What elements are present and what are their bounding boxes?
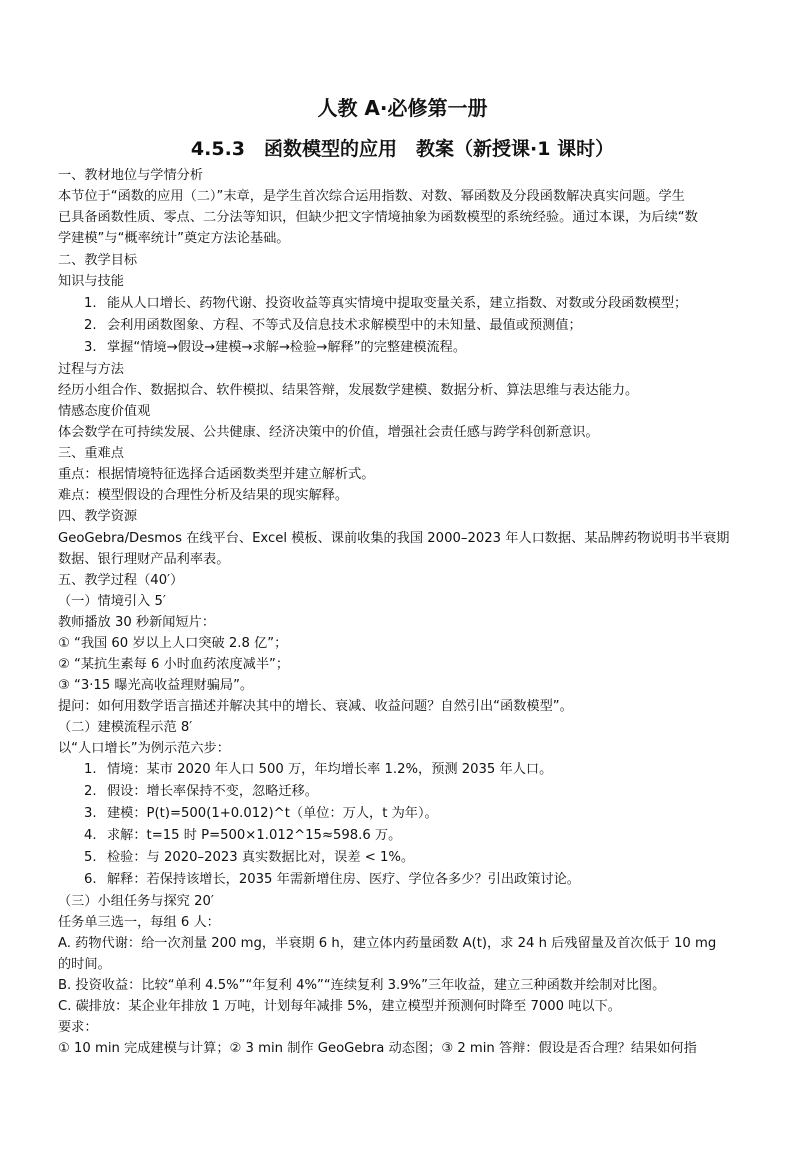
list-number: 1. <box>84 762 97 777</box>
list-number: 3. <box>84 806 97 821</box>
task-item: C. 碳排放：某企业年排放 1 万吨，计划每年减排 5%，建立模型并预测何时降至 7000 吨以下。 <box>58 999 621 1014</box>
subsection-heading: 知识与技能 <box>58 274 124 289</box>
list-number: 2. <box>84 784 97 799</box>
list-number: 6. <box>84 872 97 887</box>
paragraph-line: 提问：如何用数学语言描述并解决其中的增长、衰减、收益问题？自然引出“函数模型”。 <box>58 699 573 714</box>
subsection-heading: （三）小组任务与探究 20′ <box>58 894 214 909</box>
difficult-point: 难点：模型假设的合理性分析及结果的现实解释。 <box>58 488 349 503</box>
section-heading: 三、重难点 <box>58 446 124 461</box>
list-number: 2. <box>84 318 97 333</box>
list-item: 会利用函数图象、方程、不等式及信息技术求解模型中的未知量、最值或预测值； <box>107 318 582 333</box>
paragraph-line: 学建模”与“概率统计”奠定方法论基础。 <box>58 231 290 246</box>
list-item: 解释：若保持该增长，2035 年需新增住房、医疗、学位各多少？引出政策讨论。 <box>107 872 580 887</box>
book-title: 人教 A·必修第一册 <box>317 96 488 120</box>
list-item: 建模：P(t)=500(1+0.012)^t（单位：万人，t 为年）。 <box>107 806 438 821</box>
list-item: 掌握“情境→假设→建模→求解→检验→解释”的完整建模流程。 <box>107 340 467 355</box>
subsection-heading: 情感态度价值观 <box>58 404 151 419</box>
list-number: 1. <box>84 296 97 311</box>
lesson-title: 4.5.3 函数模型的应用 教案（新授课·1 课时） <box>190 138 615 160</box>
paragraph-line: 教师播放 30 秒新闻短片： <box>58 615 216 630</box>
paragraph-line: 本节位于“函数的应用（二）”末章，是学生首次综合运用指数、对数、幂函数及分段函数解决真实问题。学生 <box>58 189 685 204</box>
subsection-heading: 过程与方法 <box>58 362 124 377</box>
requirement-label: 要求： <box>58 1020 98 1035</box>
section-heading: 五、教学过程（40′） <box>58 573 184 588</box>
list-number: 5. <box>84 850 97 865</box>
paragraph-line: 任务单三选一，每组 6 人： <box>58 915 220 930</box>
list-item: 求解：t=15 时 P=500×1.012^15≈598.6 万。 <box>107 828 402 843</box>
news-item: ③ “3·15 曝光高收益理财骗局”。 <box>58 678 254 693</box>
paragraph-line: 数据、银行理财产品利率表。 <box>58 552 230 567</box>
paragraph-line: 体会数学在可持续发展、公共健康、经济决策中的价值，增强社会责任感与跨学科创新意识。 <box>58 425 599 440</box>
task-item: 的时间。 <box>58 957 111 972</box>
section-heading: 二、教学目标 <box>58 253 138 268</box>
list-item: 情境：某市 2020 年人口 500 万，年均增长率 1.2%，预测 2035 年人口。 <box>107 762 553 777</box>
paragraph-line: 以“人口增长”为例示范六步： <box>58 741 230 756</box>
key-point: 重点：根据情境特征选择合适函数类型并建立解析式。 <box>58 467 375 482</box>
list-number: 3. <box>84 340 97 355</box>
requirement-text: ① 10 min 完成建模与计算；② 3 min 制作 GeoGebra 动态图；③ 2 min 答辩：假设是否合理？结果如何指 <box>58 1041 697 1056</box>
paragraph-line: GeoGebra/Desmos 在线平台、Excel 模板、课前收集的我国 2000–2023 年人口数据、某品牌药物说明书半衰期 <box>58 531 730 546</box>
paragraph-line: 已具备函数性质、零点、二分法等知识，但缺少把文字情境抽象为函数模型的系统经验。通过本课，为后续“数 <box>58 210 698 225</box>
subsection-heading: （二）建模流程示范 8′ <box>58 720 193 735</box>
list-item: 检验：与 2020–2023 真实数据比对，误差 < 1%。 <box>107 850 415 865</box>
paragraph-line: 经历小组合作、数据拟合、软件模拟、结果答辩，发展数学建模、数据分析、算法思维与表达能力。 <box>58 383 639 398</box>
subsection-heading: （一）情境引入 5′ <box>58 594 166 609</box>
list-item: 假设：增长率保持不变，忽略迁移。 <box>107 784 318 799</box>
task-item: B. 投资收益：比较“单利 4.5%”“年复利 4%”“连续复利 3.9%”三年收益，建立三种函数并绘制对比图。 <box>58 978 666 993</box>
news-item: ② “某抗生素每 6 小时血药浓度减半”； <box>58 657 290 672</box>
section-heading: 四、教学资源 <box>58 509 138 524</box>
section-heading: 一、教材地位与学情分析 <box>58 168 204 183</box>
task-item: A. 药物代谢：给一次剂量 200 mg，半衰期 6 h，建立体内药量函数 A(t)，求 24 h 后残留量及首次低于 10 mg <box>58 936 717 951</box>
list-number: 4. <box>84 828 97 843</box>
list-item: 能从人口增长、药物代谢、投资收益等真实情境中提取变量关系，建立指数、对数或分段函数模型； <box>107 296 688 311</box>
news-item: ① “我国 60 岁以上人口突破 2.8 亿”； <box>58 636 288 651</box>
